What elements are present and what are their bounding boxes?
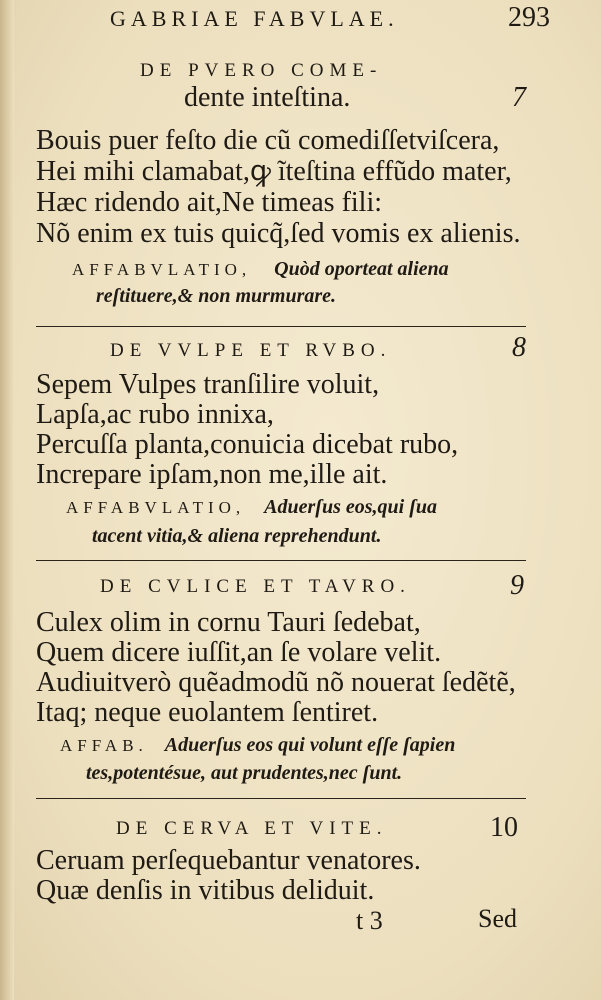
verse-line: Culex olim in cornu Tauri ſedebat, [36,607,421,638]
fable-heading: DE CERVA ET VITE. [116,818,388,839]
fable-heading: DE PVERO COME- [140,60,383,81]
fable-heading-continued: dente inteſtina. [184,82,351,113]
fable-number: 10 [490,812,518,843]
fable-number: 9 [510,570,524,601]
verse-line: Hei mihi clamabat,ꝙ ĩteſtina effũdo mater, [36,156,512,187]
moral-label: AFFABVLATIO, [66,498,246,517]
verse-line: Percuſſa planta,conuicia dicebat rubo, [36,429,459,460]
section-rule [36,560,526,561]
fable-heading: DE VVLPE ET RVBO. [110,340,392,361]
fable-heading: DE CVLICE ET TAVRO. [100,576,411,597]
verse-line: Bouis puer feſto die cũ comediſſetviſcera, [36,125,500,156]
moral-label: AFFABVLATIO, [72,260,252,279]
moral-label: AFFAB. [60,736,148,755]
running-title: GABRIAE FABVLAE. [110,6,399,31]
fable-number: 7 [512,82,526,113]
verse-line: Hæc ridendo ait,Ne timeas fili: [36,187,383,218]
moral-text: Aduerſus eos,qui ſua [264,496,437,518]
moral-text-continued: tacent vitia,& aliena reprehendunt. [92,525,382,547]
catchword: Sed [478,904,517,933]
moral-first-line [66,496,437,519]
running-head [110,2,550,32]
page-number: 293 [508,2,550,33]
verse-line: Quem dicere iuſſit,an ſe volare velit. [36,637,442,668]
moral-text: Quòd oporteat aliena [274,258,449,280]
fable-number: 8 [512,332,526,363]
moral-first-line [72,258,449,281]
verse-line: Itaq; neque euolantem ſentiret. [36,697,379,728]
verse-line: Audiuitverò quẽadmodũ nõ nouerat ſedẽtẽ, [36,667,516,698]
verse-line: Increpare ipſam,non me,ille ait. [36,459,388,490]
signature-mark: t 3 [356,906,383,935]
page-gutter [0,0,14,1000]
moral-first-line [60,734,455,757]
verse-line: Quæ denſis in vitibus deliduit. [36,875,375,906]
verse-line: Lapſa,ac rubo innixa, [36,399,274,430]
moral-text-continued: reſtituere,& non murmurare. [96,285,337,307]
moral-text: Aduerſus eos qui volunt eſſe ſapien [164,734,456,756]
moral-text-continued: tes,potentésue, aut prudentes,nec ſunt. [86,762,403,784]
section-rule [36,326,526,327]
verse-line: Ceruam perſequebantur venatores. [36,845,421,876]
section-rule [36,798,526,799]
verse-line: Sepem Vulpes tranſilire voluit, [36,369,380,400]
verse-line: Nõ enim ex tuis quicq̃,ſed vomis ex alienis. [36,218,521,249]
